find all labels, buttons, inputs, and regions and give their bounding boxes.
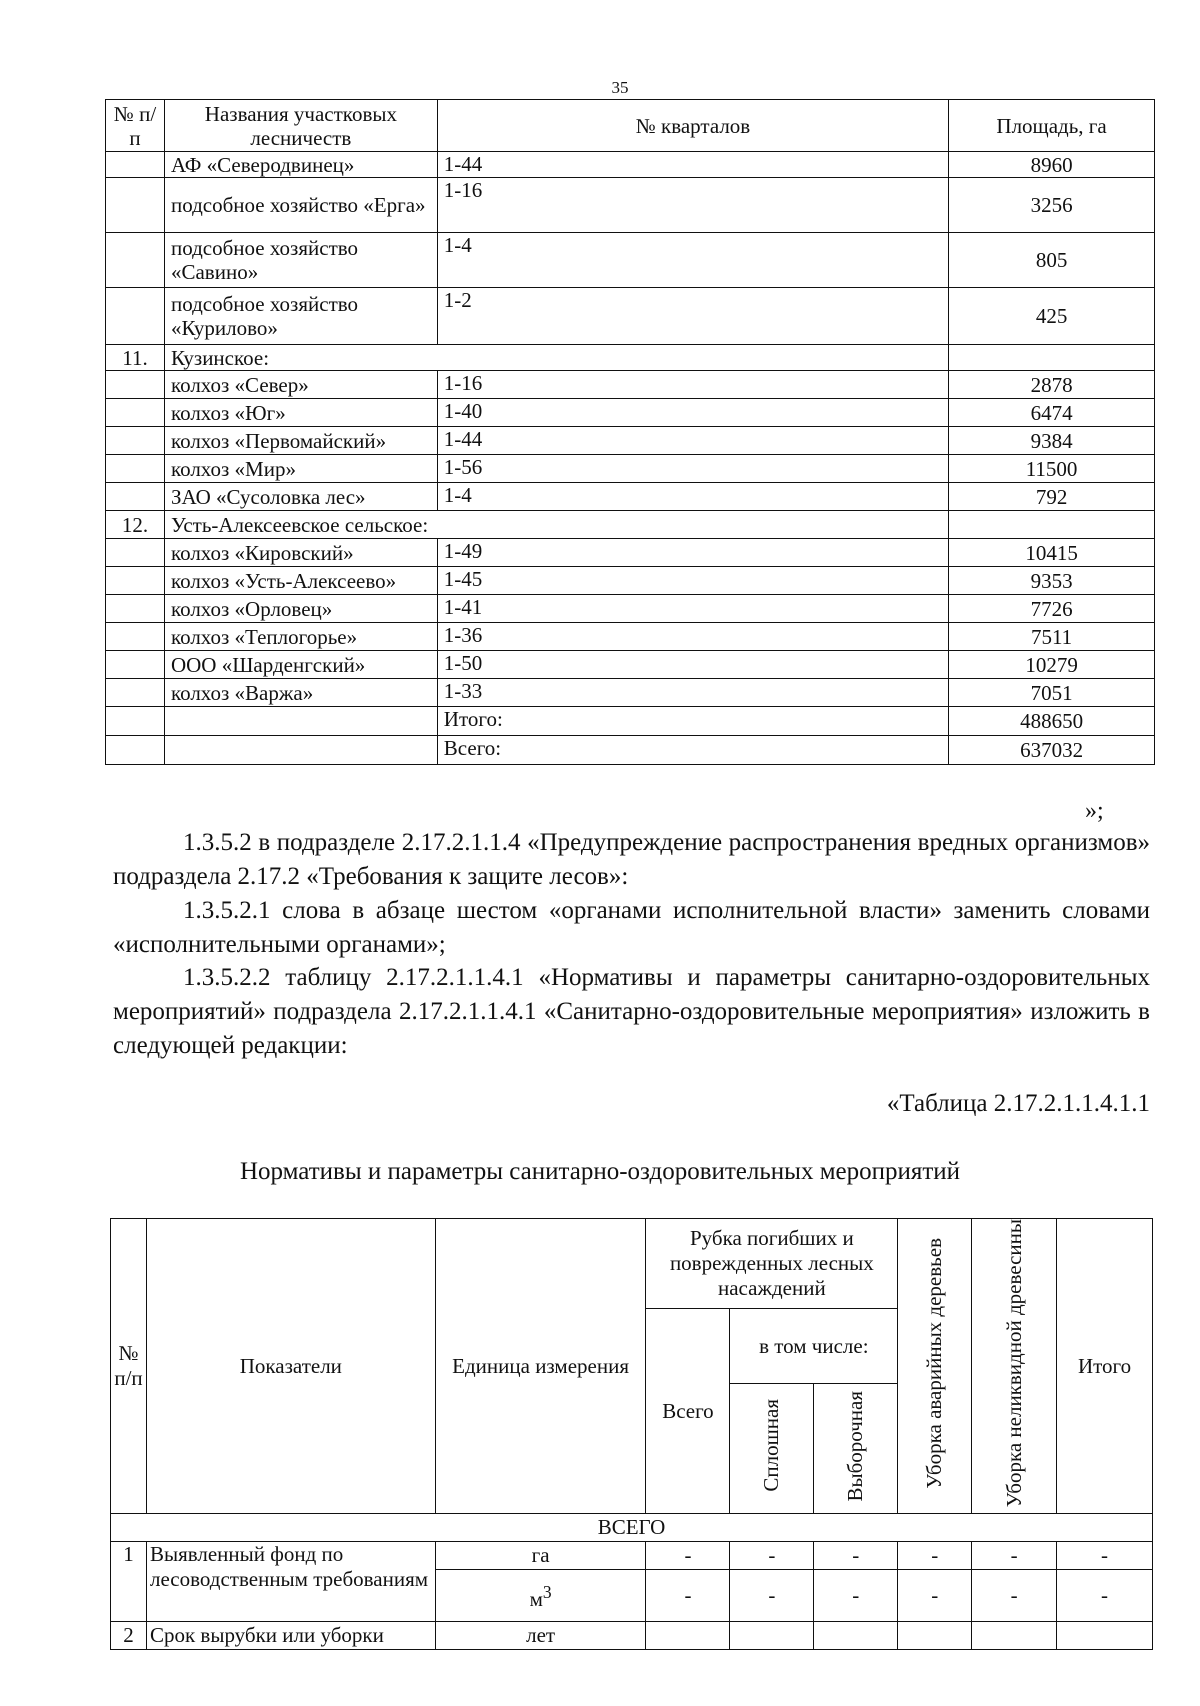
col-header-name: Названия участковых лесничеств	[164, 100, 437, 152]
row-area: 805	[949, 233, 1155, 288]
row-area: 7511	[949, 623, 1155, 651]
cell-value: -	[814, 1542, 898, 1570]
row-num	[106, 651, 165, 679]
col-header-clear	[730, 1384, 814, 1514]
row-name: Усть-Алексеевское сельское:	[164, 511, 948, 539]
row-num	[106, 707, 165, 736]
row-num	[106, 679, 165, 707]
table-row	[106, 651, 1155, 679]
row-area: 425	[949, 288, 1155, 345]
row-area: 792	[949, 483, 1155, 511]
row-name: ООО «Шарденгский»	[164, 651, 437, 679]
row-num	[106, 399, 165, 427]
row-quarters: 1-4	[437, 483, 948, 511]
row-name: колхоз «Мир»	[164, 455, 437, 483]
cell-value	[972, 1622, 1057, 1650]
table-row	[106, 539, 1155, 567]
cell-value: -	[898, 1542, 972, 1570]
cell-value: -	[898, 1570, 972, 1622]
row-total-label: Всего:	[437, 736, 948, 765]
section-row	[106, 511, 1155, 539]
table-row	[106, 595, 1155, 623]
table-row	[106, 427, 1155, 455]
table-row	[106, 623, 1155, 651]
forestry-quarters-table	[105, 99, 1155, 765]
cell-value: -	[646, 1542, 730, 1570]
row-quarters: 1-33	[437, 679, 948, 707]
section-row	[111, 1514, 1153, 1542]
row-num	[106, 736, 165, 765]
emergency-trees-label: Уборка аварийных деревьев	[922, 1237, 947, 1489]
row-name	[164, 736, 437, 765]
table-header-row	[106, 100, 1155, 152]
row-num	[106, 483, 165, 511]
row-subtotal-area: 488650	[949, 707, 1155, 736]
row-name: ЗАО «Сусоловка лес»	[164, 483, 437, 511]
table-row	[106, 483, 1155, 511]
sanitary-measures-table	[110, 1218, 1153, 1650]
illiquid-wood-label: Уборка неликвидной древесины	[1001, 1219, 1026, 1508]
row-quarters: 1-16	[437, 178, 948, 233]
col-header-total: Итого	[1057, 1219, 1153, 1514]
row-area: 9384	[949, 427, 1155, 455]
table-row	[106, 288, 1155, 345]
row-name: подсобное хозяйство «Савино»	[164, 233, 437, 288]
row-area: 8960	[949, 152, 1155, 178]
row-total-area: 637032	[949, 736, 1155, 765]
cell-value	[1057, 1622, 1153, 1650]
col-header-indicators: Показатели	[146, 1219, 435, 1514]
unit-superscript: 3	[542, 1581, 552, 1602]
row-indicator: Выявленный фонд по лесоводственным требованиям	[146, 1542, 435, 1622]
table-row	[106, 455, 1155, 483]
row-unit: лет	[435, 1622, 646, 1650]
row-quarters: 1-49	[437, 539, 948, 567]
subtotal-row	[106, 707, 1155, 736]
table-title: Нормативы и параметры санитарно-оздоровительных мероприятий	[239, 1158, 961, 1185]
page-number: 35	[611, 78, 629, 97]
cell-value: -	[814, 1570, 898, 1622]
col-header-area: Площадь, га	[949, 100, 1155, 152]
row-area	[949, 511, 1155, 539]
row-area: 3256	[949, 178, 1155, 233]
cell-value: -	[730, 1570, 814, 1622]
row-subtotal-label: Итого:	[437, 707, 948, 736]
col-header-felling: Рубка погибших и поврежденных лесных насаждений	[646, 1219, 898, 1309]
row-name: колхоз «Кировский»	[164, 539, 437, 567]
row-name: Кузинское:	[164, 345, 948, 371]
row-area: 7726	[949, 595, 1155, 623]
row-area: 10279	[949, 651, 1155, 679]
cell-value: -	[730, 1542, 814, 1570]
paragraph-3: 1.3.5.2.2 таблицу 2.17.2.1.1.4.1 «Нормативы и параметры санитарно-оздоровительных мероприятий» подраздела 2.17.2.1.1.4.1 «Санитарно-оздоровительные мероприятия» изложить в следующей редакции:	[113, 964, 1150, 1059]
paragraph-2: 1.3.5.2.1 слова в абзаце шестом «органами исполнительной власти» заменить словами «исполнительными органами»;	[113, 897, 1150, 958]
row-quarters: 1-56	[437, 455, 948, 483]
row-quarters: 1-45	[437, 567, 948, 595]
col-header-num: № п/п	[106, 100, 165, 152]
total-row	[106, 736, 1155, 765]
col-header-selective	[814, 1384, 898, 1514]
cell-value: -	[972, 1570, 1057, 1622]
col-header-including: в том числе:	[730, 1309, 898, 1384]
closing-quote: »;	[1085, 798, 1104, 824]
table-row	[111, 1542, 1153, 1570]
cell-value: -	[1057, 1570, 1153, 1622]
cell-value	[814, 1622, 898, 1650]
row-area: 9353	[949, 567, 1155, 595]
section-row	[106, 345, 1155, 371]
row-area: 11500	[949, 455, 1155, 483]
row-area	[949, 345, 1155, 371]
cell-value	[898, 1622, 972, 1650]
row-name: подсобное хозяйство «Курилово»	[164, 288, 437, 345]
row-name: колхоз «Усть-Алексеево»	[164, 567, 437, 595]
row-num	[106, 539, 165, 567]
unit-base: м	[529, 1586, 543, 1611]
row-num: 12.	[106, 511, 165, 539]
row-num	[106, 152, 165, 178]
col-header-illiquid-wood	[972, 1219, 1057, 1514]
row-num	[106, 288, 165, 345]
cell-value	[730, 1622, 814, 1650]
row-name: АФ «Северодвинец»	[164, 152, 437, 178]
selective-felling-label: Выборочная	[843, 1390, 868, 1502]
cell-value: -	[972, 1542, 1057, 1570]
table-header-row	[111, 1219, 1153, 1309]
row-num: 2	[111, 1622, 147, 1650]
row-num: 1	[111, 1542, 147, 1622]
row-num	[106, 178, 165, 233]
row-area: 6474	[949, 399, 1155, 427]
row-unit	[435, 1570, 646, 1622]
table-row	[106, 152, 1155, 178]
table-caption: «Таблица 2.17.2.1.1.4.1.1	[886, 1090, 1150, 1117]
row-name: колхоз «Север»	[164, 371, 437, 399]
row-quarters: 1-41	[437, 595, 948, 623]
col-header-quarters: № кварталов	[437, 100, 948, 152]
row-name: колхоз «Теплогорье»	[164, 623, 437, 651]
table-row	[106, 679, 1155, 707]
table-row	[106, 178, 1155, 233]
row-quarters: 1-36	[437, 623, 948, 651]
row-num	[106, 233, 165, 288]
section-total: ВСЕГО	[111, 1514, 1153, 1542]
table-row	[111, 1622, 1153, 1650]
col-header-num: № п/п	[111, 1219, 147, 1514]
clear-felling-label: Сплошная	[759, 1399, 784, 1493]
row-num: 11.	[106, 345, 165, 371]
table-row	[106, 233, 1155, 288]
row-num	[106, 623, 165, 651]
row-name: колхоз «Юг»	[164, 399, 437, 427]
row-quarters: 1-44	[437, 427, 948, 455]
row-quarters: 1-2	[437, 288, 948, 345]
row-name: колхоз «Первомайский»	[164, 427, 437, 455]
row-quarters: 1-16	[437, 371, 948, 399]
cell-value: -	[1057, 1542, 1153, 1570]
cell-value	[646, 1622, 730, 1650]
paragraph-1: 1.3.5.2 в подразделе 2.17.2.1.1.4 «Предупреждение распространения вредных организмов» подраздела 2.17.2 «Требования к защите лесов»:	[113, 829, 1150, 890]
col-header-unit: Единица измерения	[435, 1219, 646, 1514]
row-name	[164, 707, 437, 736]
row-unit: га	[435, 1542, 646, 1570]
row-name: колхоз «Орловец»	[164, 595, 437, 623]
row-area: 2878	[949, 371, 1155, 399]
row-area: 7051	[949, 679, 1155, 707]
table-row	[106, 371, 1155, 399]
row-area: 10415	[949, 539, 1155, 567]
col-header-total-felling: Всего	[646, 1309, 730, 1514]
row-quarters: 1-44	[437, 152, 948, 178]
row-indicator: Срок вырубки или уборки	[146, 1622, 435, 1650]
table-row	[106, 399, 1155, 427]
row-quarters: 1-50	[437, 651, 948, 679]
row-name: колхоз «Варжа»	[164, 679, 437, 707]
row-num	[106, 567, 165, 595]
row-name: подсобное хозяйство «Ерга»	[164, 178, 437, 233]
row-quarters: 1-4	[437, 233, 948, 288]
row-num	[106, 371, 165, 399]
row-quarters: 1-40	[437, 399, 948, 427]
cell-value: -	[646, 1570, 730, 1622]
table-row	[106, 567, 1155, 595]
row-num	[106, 595, 165, 623]
row-num	[106, 455, 165, 483]
row-num	[106, 427, 165, 455]
col-header-emergency-trees	[898, 1219, 972, 1514]
